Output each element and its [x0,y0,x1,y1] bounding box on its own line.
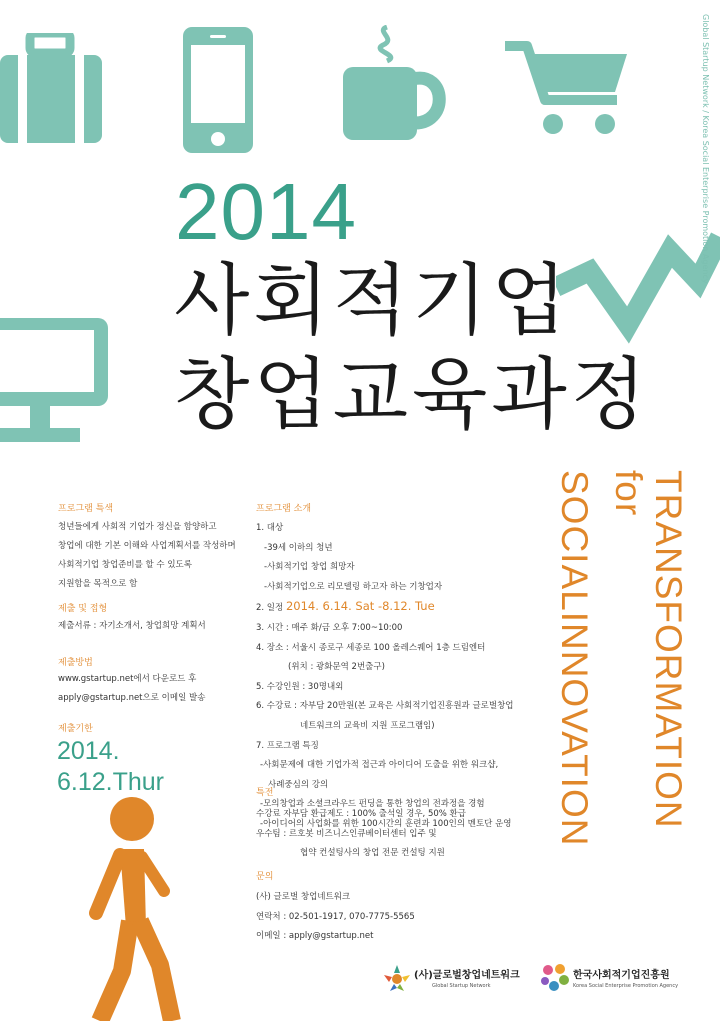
gsn-logo-sub: Global Startup Network [432,983,491,989]
main-title-line2: 창업교육과정 [174,350,651,440]
kse-logo-icon [540,962,570,994]
benefits-heading: 특전 [256,788,274,798]
contact-heading: 문의 [256,872,274,882]
kse-logo-name: 한국사회적기업진흥원 [573,970,670,981]
main-title-line1: 사회적기업 [174,256,571,346]
briefcase-icon [0,33,102,143]
side-tagline: Global Startup Network / Korea Social Enterprise Promotion Agency [701,14,710,284]
kse-logo-sub: Korea Social Enterprise Promotion Agency [573,983,679,989]
benefits-text: 수강료 자부담 환급제도 : 100% 출석일 경우, 50% 환급 우수팀 : 르호봇 비즈니스인큐베이터센터 입주 및 협약 컨설팅사의 창업 전문 컨설팅 지원 [256,809,466,859]
contact-text: (사) 글로벌 창업네트워크 연락처 : 02-501-1917, 070-7775-5565 이메일 : apply@gstartup.net [256,892,415,942]
method-text: www.gstartup.net에서 다운로드 후 apply@gstartup.net으로 이메일 발송 [58,674,206,703]
gsn-logo-name: (사)글로벌창업네트워크 [414,970,520,981]
smartphone-icon [183,27,253,153]
submit-text: 제출서류 : 자기소개서, 창업희망 계획서 [58,621,206,631]
year-title: 2014 [175,167,357,256]
vertical-title: TRANSFORMATION for SOCIALINNOVATION [554,470,689,847]
method-heading: 제출방법 [58,658,93,668]
features-text: 청년들에게 사회적 기업가 정신을 함양하고 창업에 대한 기본 이해와 사업계획서를 작성하며 사회적기업 창업준비를 할 수 있도록 지원함을 목적으로 함 [58,522,236,589]
deadline-date: 2014. 6.12.Thur [57,737,165,796]
zigzag-arrow-icon [556,205,720,345]
shopping-cart-icon [505,40,627,136]
walking-person-icon [82,795,186,1021]
coffee-cup-icon [343,25,447,140]
deadline-heading: 제출기한 [58,724,93,734]
schedule-dates: 2014. 6.14. Sat -8.12. Tue [285,599,435,614]
gsn-logo-icon [382,963,412,995]
monitor-icon [0,318,108,442]
submit-heading: 제출 및 접형 [58,604,108,614]
program-details: 1. 대상 -39세 이하의 청년 -사회적기업 창업 희망자 -사회적기업으로 리모델링 하고자 하는 기창업자 2. 일정 2014. 6.14. Sat -8.12. Tue 3. 시간 : 매주 화/금 오후 7:00~10:00 4. 장소 : 서울시 종로구 세종로 100 올레스퀘어 1층 드림엔터 (위치 : 광화문역 2번출구) 5. 수강인원 : 30명내외 6. 수강료 : 자부담 20만원(본 교육은 사회적기업진흥원과 글로벌창업 네트워크의 교육비 지원 프로그램임) 7. 프로그램 특징 -사회문제에 대한 기업가적 접근과 아이디어 도출을 위한 워크샵, 사례중심의 강의 -모의창업과 소셜크라우드 펀딩을 통한 창업의 전과정을 경험 -아이디어의 사업화를 위한 100시간의 훈련과 100인의 멘토단 운영 [256,523,514,829]
features-heading: 프로그램 특색 [58,504,114,514]
program-heading: 프로그램 소개 [256,504,312,514]
